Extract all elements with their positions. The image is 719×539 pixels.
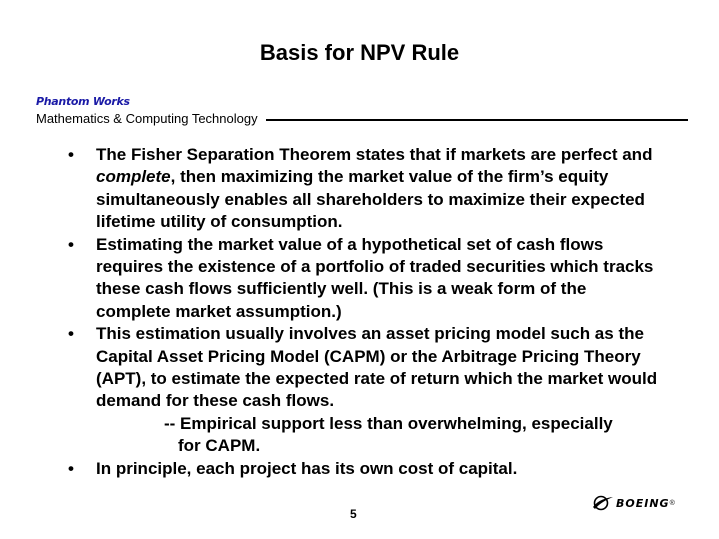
bullet-item xyxy=(68,234,658,324)
bullet-marker: • xyxy=(68,234,74,254)
slide-content xyxy=(68,144,658,480)
brand-name: Phantom Works xyxy=(36,95,130,108)
bullet-item xyxy=(68,144,658,234)
sub-point-line: for CAPM. xyxy=(178,436,261,456)
bullet-text-cont: , then maximizing the market value of the firm’s equity simultaneously enables all shareholders to maximize their expected lifetime utility of consumption. xyxy=(96,167,645,232)
sub-point xyxy=(96,413,658,458)
bullet-item xyxy=(68,458,658,480)
bullet-item xyxy=(68,323,658,457)
bullet-text: This estimation usually involves an asset pricing model such as the Capital Asset Pricing Model (CAPM) or the Arbitrage Pricing Theory (APT), to estimate the expected rate of return which the market would demand for these cash flows. xyxy=(96,324,658,411)
slide-title: Basis for NPV Rule xyxy=(259,40,460,65)
bullet-marker: • xyxy=(68,145,74,164)
bullet-marker: • xyxy=(68,458,74,478)
subtitle-row xyxy=(36,109,688,127)
bullet-text: Estimating the market value of a hypothetical set of cash flows requires the existence of a portfolio of traded securities which tracks these cash flows sufficiently well. (This is a weak form of the complete market assumption.) xyxy=(96,234,654,321)
page-number: 5 xyxy=(350,507,357,521)
bullet-marker: • xyxy=(68,324,74,344)
registered-mark: ® xyxy=(669,499,675,507)
bullet-text: The Fisher Separation Theorem states that if markets are perfect and xyxy=(96,145,653,164)
sub-point-line: -- Empirical support less than overwhelming, especially xyxy=(164,413,613,433)
bullet-emphasis: complete xyxy=(96,167,171,187)
boeing-swoosh-icon xyxy=(592,494,614,512)
header-rule xyxy=(266,119,688,121)
logo-text: BOEING xyxy=(616,496,670,510)
boeing-logo xyxy=(592,494,675,512)
bullet-text: In principle, each project has its own cost of capital. xyxy=(96,458,518,478)
subtitle: Mathematics & Computing Technology xyxy=(36,110,258,126)
